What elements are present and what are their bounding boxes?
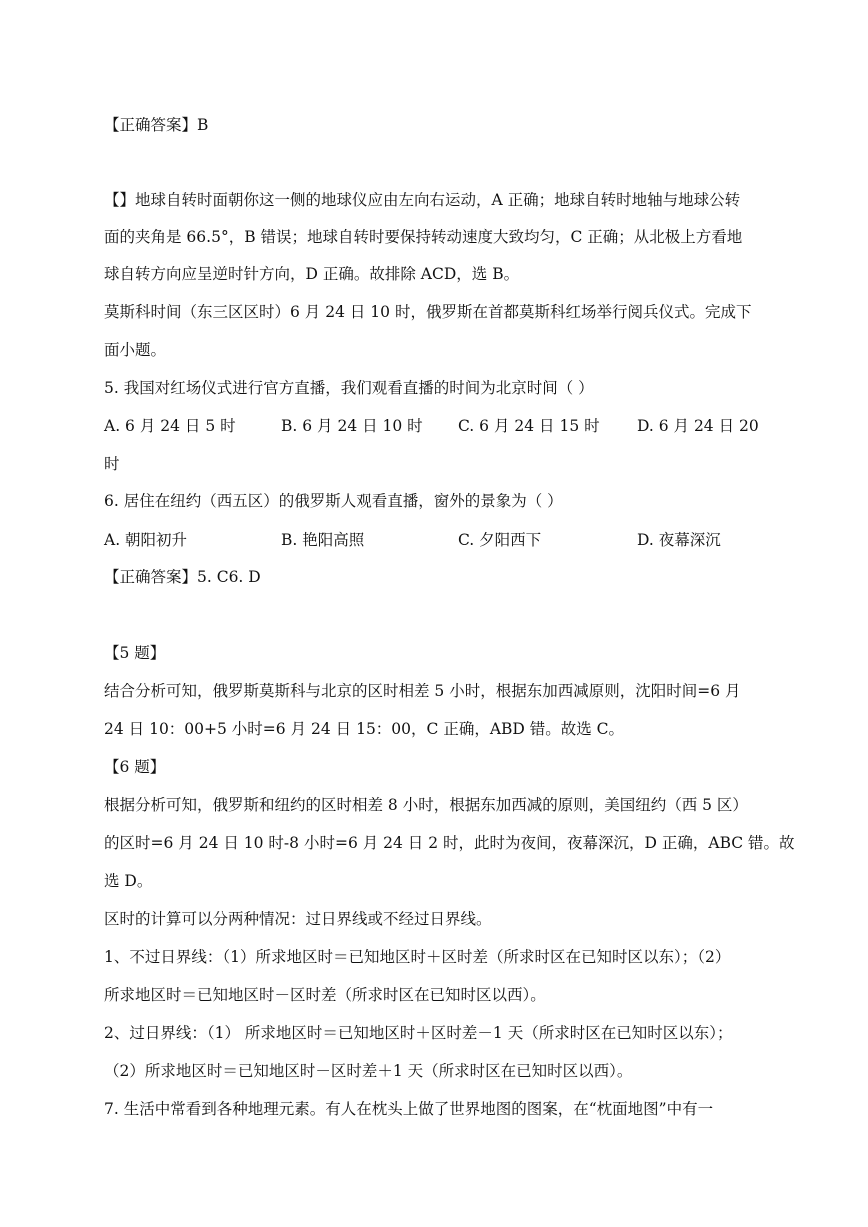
notes-line-4: 2、过日界线：（1） 所求地区时＝已知地区时＋区时差－1 天（所求时区在已知时区以东）； <box>104 1024 733 1042</box>
notes-line-3: 所求地区时＝已知地区时－区时差（所求时区在已知时区以西）。 <box>104 986 546 1004</box>
analysis-5-line-2: 24 日 10：00+5 小时=6 月 24 日 15：00，C 正确，ABD 错。故选 C。 <box>104 720 625 738</box>
q6-option-a: A. 朝阳初升 <box>104 531 188 549</box>
analysis-6-line-2: 的区时=6 月 24 日 10 时-8 小时=6 月 24 日 2 时，此时为夜间，夜幕深沉，D 正确，ABC 错。故 <box>104 834 795 852</box>
analysis-1-line-2: 面的夹角是 66.5°，B 错误；地球自转时要保持转动速度大致均匀，C 正确；从北极上方看地 <box>104 228 743 246</box>
answer-1: 【正确答案】B <box>104 116 209 134</box>
question-7-text: 7. 生活中常看到各种地理元素。有人在枕头上做了世界地图的图案，在“枕面地图”中有一 <box>104 1100 714 1118</box>
q5-option-a: A. 6 月 24 日 5 时 <box>104 417 236 435</box>
analysis-6-line-1: 根据分析可知，俄罗斯和纽约的区时相差 8 小时，根据东加西减的原则，美国纽约（西 5 区） <box>104 796 748 814</box>
q6-option-b: B. 艳阳高照 <box>281 531 365 549</box>
q6-option-c: C. 夕阳西下 <box>458 531 542 549</box>
question-stem-line-1: 莫斯科时间（东三区区时）6 月 24 日 10 时，俄罗斯在首都莫斯科红场举行阅兵仪式。完成下 <box>104 303 752 321</box>
q5-option-d: D. 6 月 24 日 20 <box>637 417 759 435</box>
q5-option-c: C. 6 月 24 日 15 时 <box>458 417 600 435</box>
question-stem-line-2: 面小题。 <box>104 341 167 359</box>
answer-2: 【正确答案】5. C6. D <box>104 568 261 586</box>
notes-line-1: 区时的计算可以分两种情况：过日界线或不经过日界线。 <box>104 910 492 928</box>
heading-q5: 【5 题】 <box>104 644 166 662</box>
analysis-6-line-3: 选 D。 <box>104 872 153 890</box>
analysis-5-line-1: 结合分析可知，俄罗斯莫斯科与北京的区时相差 5 小时，根据东加西减原则，沈阳时间=6 月 <box>104 682 741 700</box>
q5-option-b: B. 6 月 24 日 10 时 <box>281 417 423 435</box>
notes-line-2: 1、不过日界线：（1）所求地区时＝已知地区时＋区时差（所求时区在已知时区以东）；（2） <box>104 948 731 966</box>
analysis-1-line-1: 【】地球自转时面朝你这一侧的地球仪应由左向右运动，A 正确；地球自转时地轴与地球公转 <box>104 191 741 209</box>
question-5-text: 5. 我国对红场仪式进行官方直播，我们观看直播的时间为北京时间（ ） <box>104 379 594 397</box>
heading-q6: 【6 题】 <box>104 758 166 776</box>
q6-option-d: D. 夜幕深沉 <box>637 531 721 549</box>
question-6-text: 6. 居住在纽约（西五区）的俄罗斯人观看直播，窗外的景象为（ ） <box>104 492 563 510</box>
notes-line-5: （2）所求地区时＝已知地区时－区时差＋1 天（所求时区在已知时区以西）。 <box>104 1062 633 1080</box>
q5-option-d-wrap: 时 <box>104 455 120 473</box>
analysis-1-line-3: 球自转方向应呈逆时针方向，D 正确。故排除 ACD，选 B。 <box>104 265 520 283</box>
